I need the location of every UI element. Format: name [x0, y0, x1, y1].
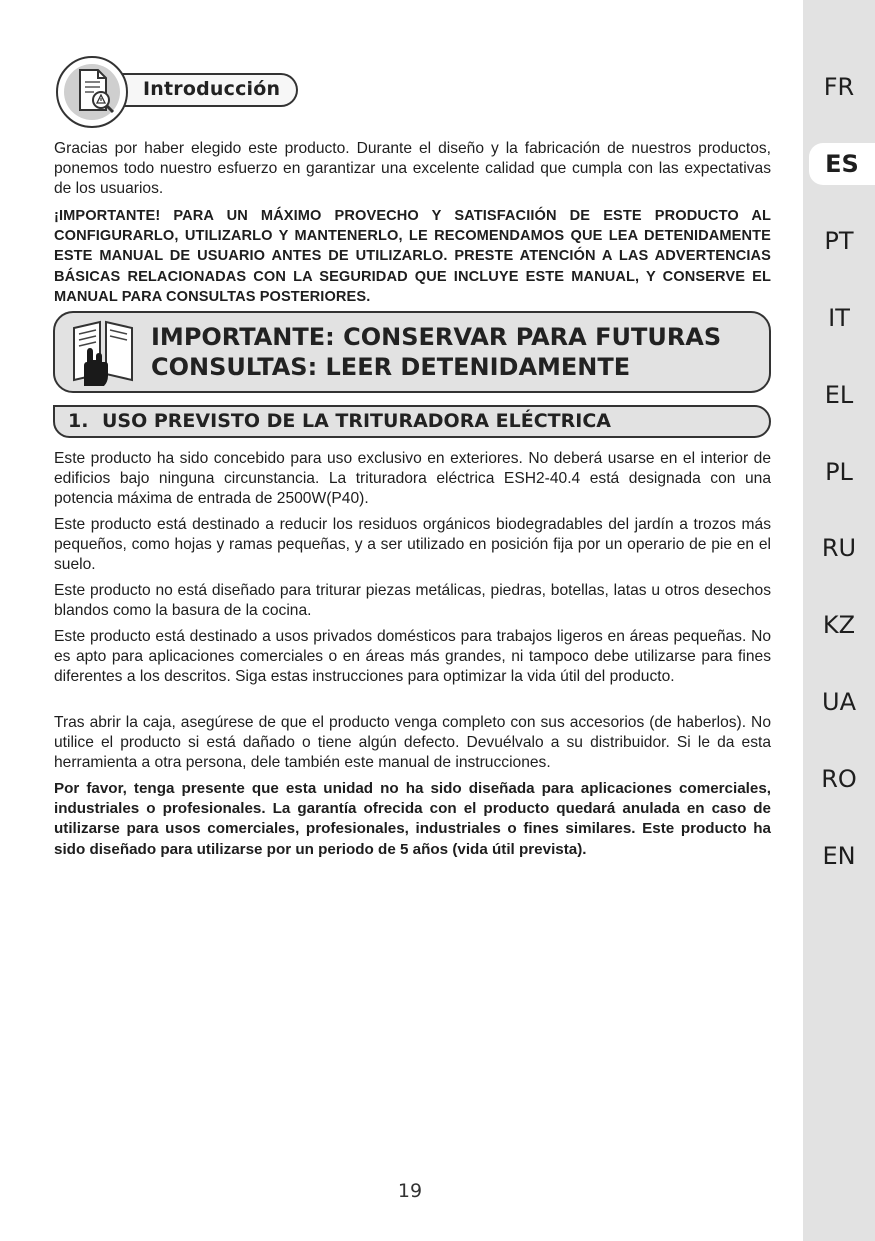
lang-tab-ro[interactable]: RO — [821, 765, 857, 793]
intro-warning: ¡IMPORTANTE! PARA UN MÁXIMO PROVECHO Y SATISFACIIÓN DE ESTE PRODUCTO AL CONFIGURARLO, UTILIZARLO Y MANTENERLO, LE RECOMENDAMOS QUE LEA DETENIDAMENTE ESTE MANUAL DE USUARIO ANTES DE UTILIZARLO. PRESTE ATENCIÓN A LAS ADVERTENCIAS BÁSICAS RELACIONADAS CON LA SEGURIDAD QUE INCLUYE ESTE MANUAL, Y CONSERVE EL MANUAL PARA CONSULTAS POSTERIORES. — [54, 208, 771, 305]
section-heading — [68, 410, 611, 432]
intro-icon-badge — [56, 56, 128, 128]
section-notice: Por favor, tenga presente que esta unidad no ha sido diseñada para aplicaciones comerciales, industriales o profesionales. La garantía ofrecida con el producto quedará anulada en caso de utilizarse para usos comerciales, profesionales, industriales o fines similares. Este producto ha sido diseñado para utilizarse por un periodo de 5 años (vida útil prevista). — [54, 780, 771, 858]
important-notice-text — [151, 322, 721, 382]
section-paragraph-3: Este producto no está diseñado para triturar piezas metálicas, piedras, botellas, latas u otros desechos blandos como la basura de la cocina. — [54, 582, 771, 620]
section-paragraph-4: Este producto está destinado a usos privados domésticos para trabajos ligeros en áreas pequeñas. No es apto para aplicaciones comerciales o en áreas más grandes, ni tampoco debe utilizarse para fines diferentes a los descritos. Siga estas instrucciones para optimizar la vida útil del producto. — [54, 628, 771, 686]
section-paragraph-1: Este producto ha sido concebido para uso exclusivo en exteriores. No deberá usarse en el interior de edificios bajo ninguna circunstancia. La trituradora eléctrica ESH2-40.4 está designada con una potencia máxima de entrada de 2500W(P40). — [54, 450, 771, 508]
lang-tab-kz[interactable]: KZ — [822, 611, 856, 639]
lang-tab-es-active[interactable]: ES — [809, 143, 875, 185]
lang-tab-pl[interactable]: PL — [825, 458, 853, 486]
section-paragraph-2: Este producto está destinado a reducir los residuos orgánicos biodegradables del jardín a trozos más pequeños, como hojas y ramas pequeñas, y a ser utilizado en posición fija por un operario de pie en el suelo. — [54, 516, 771, 574]
intro-paragraph: Gracias por haber elegido este producto. Durante el diseño y la fabricación de nuestros productos, ponemos todo nuestro esfuerzo en garantizar una excelente calidad que cumpla con las expectativas de los usuarios. — [54, 140, 771, 198]
lang-tab-fr[interactable]: FR — [823, 73, 855, 101]
lang-tab-el[interactable]: EL — [824, 381, 854, 409]
section-number: 1. — [68, 410, 89, 432]
intro-title: Introducción — [143, 78, 281, 100]
lang-tab-pt[interactable]: PT — [824, 227, 854, 255]
language-sidebar — [803, 0, 875, 1241]
document-warning-icon — [56, 56, 128, 128]
section-title: USO PREVISTO DE LA TRITURADORA ELÉCTRICA — [102, 410, 611, 432]
lang-tab-ru[interactable]: RU — [821, 534, 857, 562]
section-paragraph-5: Tras abrir la caja, asegúrese de que el producto venga completo con sus accesorios (de haberlos). No utilice el producto si está dañado o tiene algún defecto. Devuélvalo a su distribuidor. Si le da esta herramienta a otra persona, dele también este manual de instrucciones. — [54, 714, 771, 772]
manual-reading-hand-icon — [70, 316, 136, 388]
important-line-2: CONSULTAS: LEER DETENIDAMENTE — [151, 353, 631, 381]
page-number: 19 — [397, 1180, 423, 1202]
lang-tab-it[interactable]: IT — [828, 304, 850, 332]
lang-tab-en[interactable]: EN — [822, 842, 856, 870]
lang-tab-ua[interactable]: UA — [822, 688, 856, 716]
important-line-1: IMPORTANTE: CONSERVAR PARA FUTURAS — [151, 323, 722, 351]
